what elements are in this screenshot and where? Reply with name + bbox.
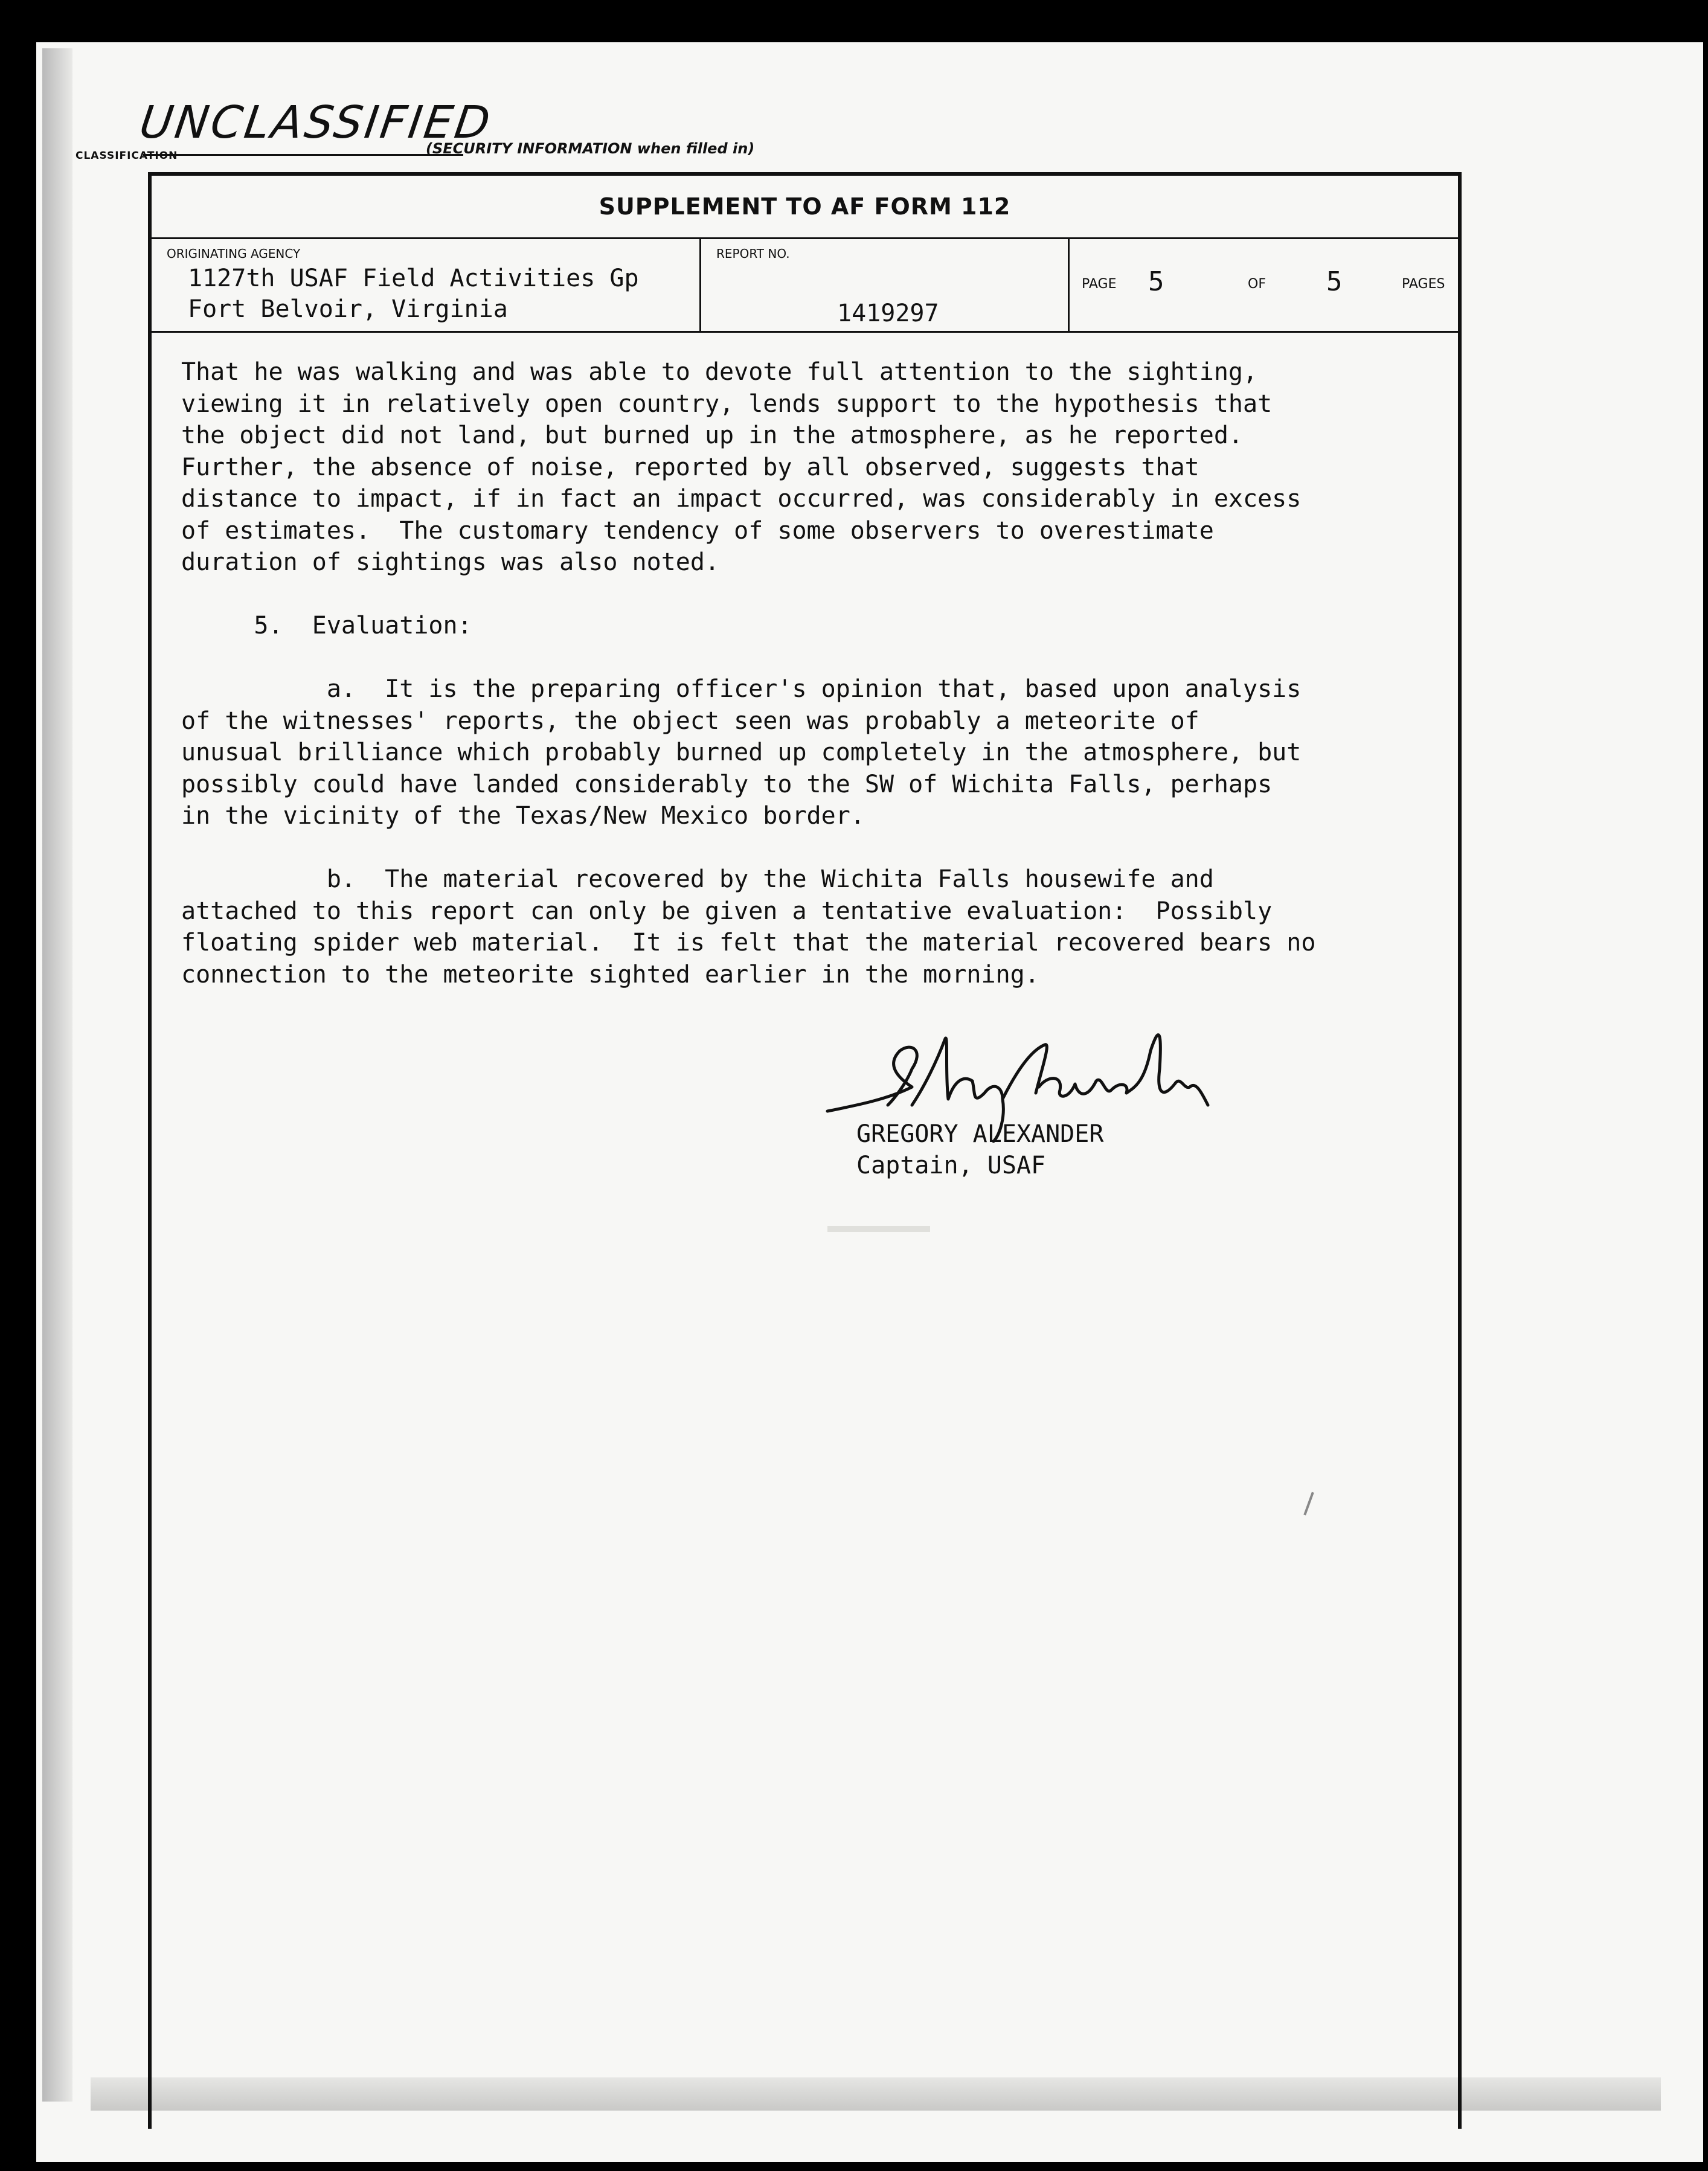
body-line: the object did not land, but burned up in the atmosphere, as he reported. — [181, 422, 1243, 449]
body-line: a. It is the preparing officer's opinion that, based upon analysis — [181, 675, 1302, 703]
body-line: of estimates. The customary tendency of some observers to overestimate — [181, 516, 1214, 545]
body-line: distance to impact, if in fact an impact occurred, was considerably in excess — [181, 485, 1302, 513]
body-line: possibly could have landed considerably to the SW of Wichita Falls, perhaps — [181, 770, 1273, 798]
form-title-row — [152, 176, 1458, 239]
body-line: attached to this report can only be given a tentative evaluation: Possibly — [181, 897, 1273, 925]
body-line: of the witnesses' reports, the object seen was probably a meteorite of — [181, 707, 1199, 735]
body-line: floating spider web material. It is felt that the material recovered bears no — [181, 929, 1316, 957]
classification-stamp — [136, 97, 502, 169]
originating-agency-line1: 1127th USAF Field Activities Gp — [188, 265, 639, 292]
body-line: connection to the meteorite sighted earlier in the morning. — [181, 960, 1039, 989]
signer-name: GREGORY ALEXANDER — [856, 1120, 1104, 1148]
body-line: That he was walking and was able to devote full attention to the sighting, — [181, 358, 1258, 386]
report-number-cell — [701, 239, 1070, 331]
body-line — [181, 579, 1450, 611]
classification-label: CLASSIFICATION — [75, 150, 178, 162]
originating-agency-line2: Fort Belvoir, Virginia — [188, 295, 508, 323]
of-label: OF — [1248, 277, 1266, 292]
total-pages: 5 — [1326, 266, 1343, 297]
body-line: Further, the absence of noise, reported by all observed, suggests that — [181, 453, 1199, 481]
classification-handwritten: UNCLASSIFIED — [136, 97, 496, 149]
body-line — [181, 832, 1450, 864]
security-information-note: (SECURITY INFORMATION when filled in) — [426, 140, 755, 157]
originating-agency-cell — [152, 239, 701, 331]
body-line: b. The material recovered by the Wichita Falls housewife and — [181, 865, 1214, 893]
report-number: 1419297 — [837, 300, 939, 327]
body-line: in the vicinity of the Texas/New Mexico border. — [181, 802, 865, 830]
body-line: viewing it in relatively open country, lends support to the hypothesis that — [181, 390, 1273, 418]
page-label: PAGE — [1082, 277, 1117, 292]
pages-label: PAGES — [1402, 277, 1445, 292]
body-line: unusual brilliance which probably burned up completely in the atmosphere, but — [181, 739, 1302, 766]
form-title: SUPPLEMENT TO AF FORM 112 — [599, 193, 1011, 220]
body-line: duration of sightings was also noted. — [181, 548, 720, 576]
page-number: 5 — [1148, 266, 1164, 297]
classification-underline — [143, 154, 463, 156]
report-body — [181, 356, 1450, 990]
originating-agency-label: ORIGINATING AGENCY — [167, 246, 301, 261]
section-heading: 5. Evaluation: — [181, 612, 472, 640]
body-line — [181, 642, 1450, 674]
form-info-row — [152, 239, 1458, 333]
report-number-label: REPORT NO. — [716, 246, 790, 261]
signer-rank: Captain, USAF — [856, 1152, 1046, 1179]
page-count-cell — [1070, 239, 1458, 331]
scan-edge-shadow — [42, 48, 72, 2102]
